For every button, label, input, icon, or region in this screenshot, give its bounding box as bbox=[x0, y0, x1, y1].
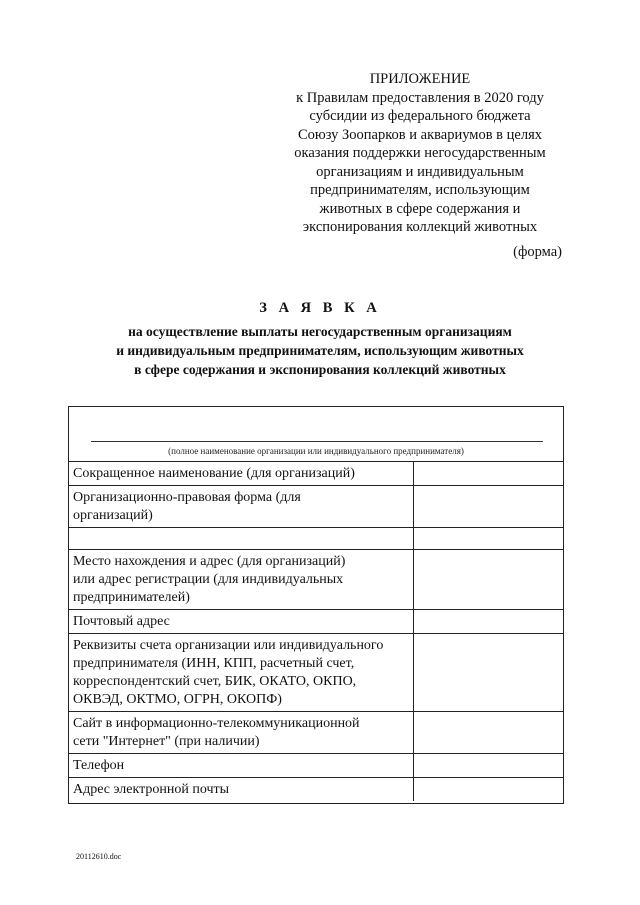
label-line: или адрес регистрации (для индивидуальных bbox=[73, 572, 344, 587]
appendix-line: к Правилам предоставления в 2020 году bbox=[296, 89, 544, 106]
appendix-line: животных в сфере содержания и bbox=[319, 200, 521, 217]
table-row bbox=[69, 550, 563, 610]
table-row bbox=[69, 528, 563, 550]
label-line: предпринимателя (ИНН, КПП, расчетный счет, bbox=[73, 656, 355, 671]
appendix-header bbox=[272, 70, 568, 237]
fullname-input-line[interactable] bbox=[91, 441, 543, 442]
field-value-cell[interactable] bbox=[414, 486, 564, 528]
field-value-cell[interactable] bbox=[414, 754, 564, 778]
field-value-cell[interactable] bbox=[414, 550, 564, 610]
appendix-line: предпринимателям, использующим bbox=[310, 182, 530, 198]
file-name: 20112610.doc bbox=[76, 852, 122, 861]
table-row bbox=[69, 778, 563, 802]
field-value-cell[interactable] bbox=[414, 462, 564, 486]
document-title: З А Я В К А bbox=[259, 300, 381, 316]
fullname-hint: (полное наименование организации или индивидуального предпринимателя) bbox=[168, 446, 464, 456]
label-line: организаций) bbox=[73, 508, 153, 523]
field-label bbox=[69, 486, 414, 528]
table-row bbox=[69, 462, 563, 486]
application-form bbox=[68, 406, 564, 804]
table-row bbox=[69, 634, 563, 712]
field-value-cell[interactable] bbox=[414, 634, 564, 712]
label-line: Сайт в информационно-телекоммуникационной bbox=[73, 716, 360, 731]
subtitle-line: в сфере содержания и экспонирования коллекций животных bbox=[134, 362, 506, 377]
label-line: Реквизиты счета организации или индивидуального bbox=[73, 638, 384, 653]
field-label bbox=[69, 634, 414, 712]
table-row bbox=[69, 486, 563, 528]
field-label bbox=[69, 528, 414, 550]
label-line: Сокращенное наименование (для организаций) bbox=[73, 466, 355, 481]
appendix-line: ПРИЛОЖЕНИЕ bbox=[369, 71, 471, 87]
fields-table bbox=[69, 461, 563, 801]
appendix-line: оказания поддержки негосударственным bbox=[294, 145, 546, 161]
field-label bbox=[69, 754, 414, 778]
appendix-line: экспонирования коллекций животных bbox=[302, 219, 538, 235]
field-value-cell[interactable] bbox=[414, 610, 564, 634]
label-line: Адрес электронной почты bbox=[73, 782, 230, 797]
field-value-cell[interactable] bbox=[414, 778, 564, 802]
label-line: ОКВЭД, ОКТМО, ОГРН, ОКОПФ) bbox=[73, 692, 282, 707]
label-line: Почтовый адрес bbox=[73, 614, 170, 629]
field-value-cell[interactable] bbox=[414, 712, 564, 754]
field-label bbox=[69, 462, 414, 486]
label-line: Место нахождения и адрес (для организаций) bbox=[73, 554, 346, 569]
label-line: предпринимателей) bbox=[73, 590, 190, 605]
field-value-cell[interactable] bbox=[414, 528, 564, 550]
field-label bbox=[69, 778, 414, 802]
field-label bbox=[69, 610, 414, 634]
subtitle-line: и индивидуальным предпринимателям, использующим животных bbox=[116, 343, 524, 358]
document-subtitle bbox=[0, 322, 640, 379]
label-line: Организационно-правовая форма (для bbox=[73, 490, 301, 505]
subtitle-line: на осуществление выплаты негосударственным организациям bbox=[128, 324, 512, 339]
label-line: Телефон bbox=[73, 758, 125, 773]
table-row bbox=[69, 712, 563, 754]
field-label bbox=[69, 712, 414, 754]
appendix-line: Союзу Зоопарков и аквариумов в целях bbox=[297, 126, 543, 143]
form-note: (форма) bbox=[513, 244, 562, 260]
field-label bbox=[69, 550, 414, 610]
appendix-line: организациям и индивидуальным bbox=[316, 163, 524, 180]
table-row bbox=[69, 754, 563, 778]
appendix-line: субсидии из федерального бюджета bbox=[309, 108, 531, 124]
label-line: корреспондентский счет, БИК, ОКАТО, ОКПО, bbox=[73, 674, 357, 689]
table-row bbox=[69, 610, 563, 634]
label-line: сети "Интернет" (при наличии) bbox=[73, 734, 260, 749]
